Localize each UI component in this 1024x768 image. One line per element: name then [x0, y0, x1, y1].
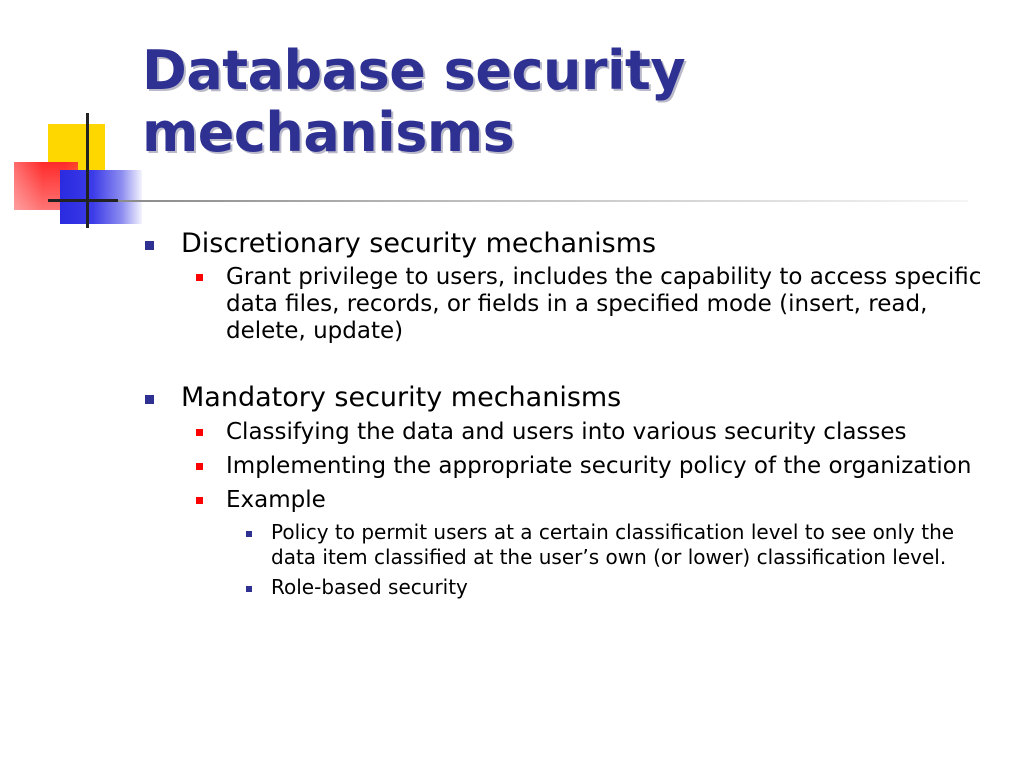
decorative-blue-square	[60, 170, 142, 224]
decorative-vertical-line	[86, 113, 89, 228]
decorative-horizontal-line	[48, 199, 118, 202]
bullet-text: Discretionary security mechanisms	[181, 228, 657, 259]
slide-body	[142, 228, 1002, 600]
bullet-text: Grant privilege to users, includes the capability to access specific data files, records, or fields in a specified mode (insert, read, delete, update)	[226, 264, 982, 344]
bullet-text: Role-based security	[271, 575, 468, 599]
square-bullet-icon	[196, 274, 203, 281]
bullet-item-level1	[142, 382, 1002, 414]
square-bullet-icon	[246, 586, 252, 592]
slide-title: Database security mechanisms	[142, 39, 686, 164]
bullet-item-level2	[181, 419, 1002, 446]
square-bullet-icon	[196, 497, 203, 504]
bullet-item-level2	[181, 487, 1002, 514]
square-bullet-icon	[196, 463, 203, 470]
square-bullet-icon	[145, 395, 154, 404]
bullet-item-level3	[226, 520, 1002, 570]
bullet-text: Policy to permit users at a certain classification level to see only the data item classified at the user’s own (or lower) classification level.	[271, 520, 955, 569]
bullet-item-level1	[142, 228, 1002, 260]
bullet-item-level3	[226, 575, 1002, 600]
bullet-item-level2	[181, 453, 1002, 480]
bullet-text: Implementing the appropriate security policy of the organization	[226, 453, 972, 479]
square-bullet-icon	[145, 241, 154, 250]
square-bullet-icon	[246, 531, 252, 537]
square-bullet-icon	[196, 429, 203, 436]
bullet-text: Mandatory security mechanisms	[181, 382, 622, 413]
bullet-text: Classifying the data and users into various security classes	[226, 419, 907, 445]
title-underline-rule	[118, 200, 968, 202]
bullet-text: Example	[226, 487, 326, 513]
bullet-item-level2	[181, 264, 1002, 345]
